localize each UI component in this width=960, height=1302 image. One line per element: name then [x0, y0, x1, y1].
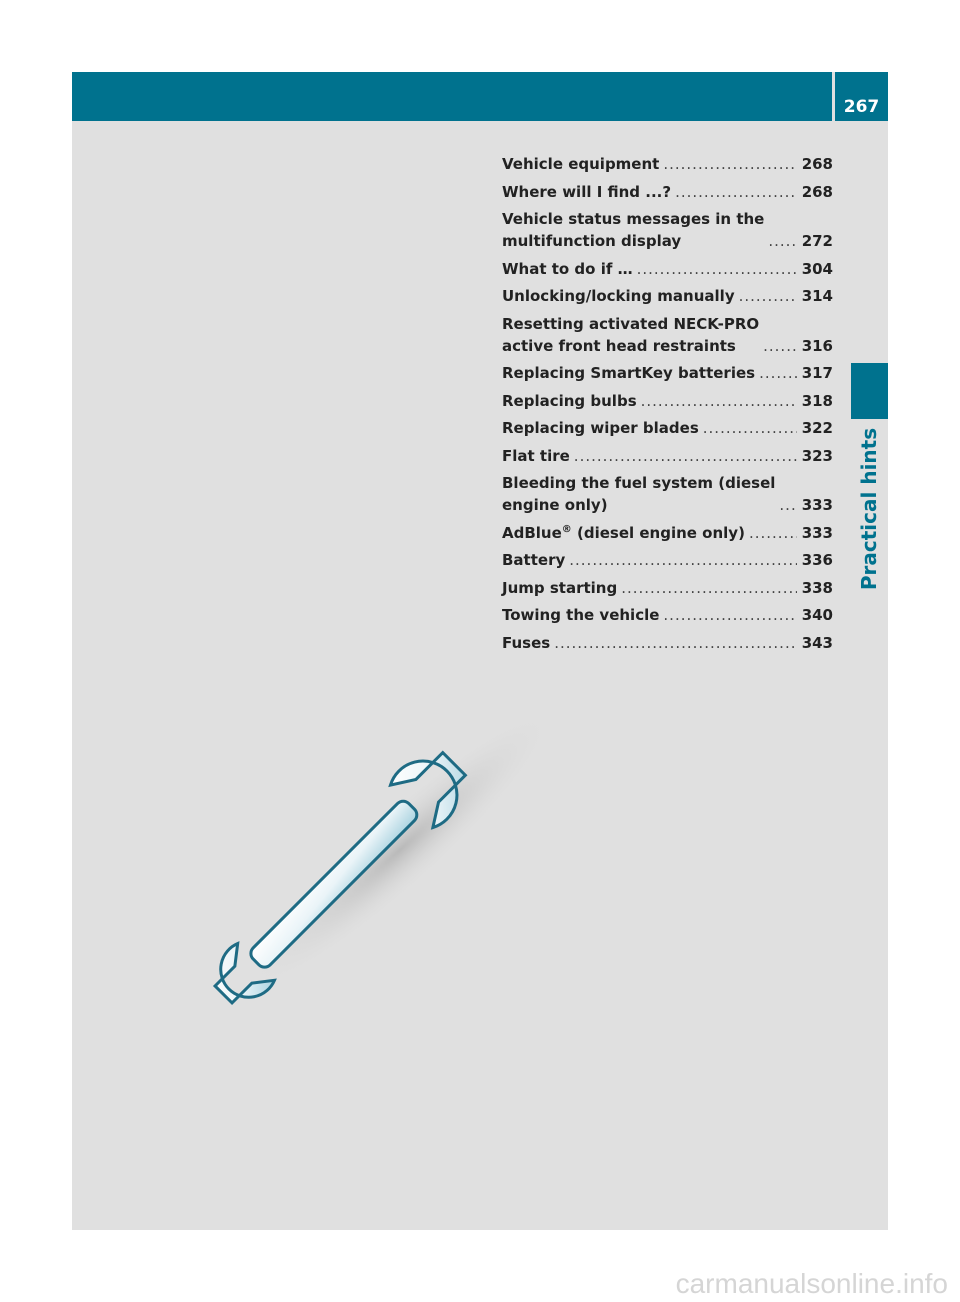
- toc-entry[interactable]: [502, 417, 833, 439]
- toc-entry-title: Resetting activated NECK-PRO active front head restraints: [502, 314, 760, 355]
- registered-mark: ®: [561, 523, 572, 535]
- toc-entry-title: Unlocking/locking manually: [502, 287, 735, 305]
- toc-entry[interactable]: [502, 362, 833, 384]
- toc-entry-title: Replacing bulbs: [502, 391, 637, 410]
- toc-entry-title: Towing the vehicle: [502, 606, 660, 624]
- toc-entry-title: Jump starting: [502, 578, 618, 597]
- toc-entry-page: 336: [801, 551, 833, 569]
- toc-entry-page: 338: [801, 578, 833, 597]
- section-tab-label: Practical hints: [857, 427, 882, 591]
- toc-entry-title: Bleeding the fuel system (diesel engine only): [502, 474, 776, 514]
- toc-entry[interactable]: [502, 577, 833, 599]
- toc-entry-page: 322: [801, 419, 833, 437]
- toc-entry[interactable]: [502, 549, 833, 571]
- toc-entry[interactable]: [502, 285, 833, 307]
- toc-entry[interactable]: [502, 258, 833, 280]
- toc-entry-title: AdBlue® (diesel engine only): [502, 523, 745, 542]
- toc-entry-page: 316: [801, 336, 833, 355]
- toc-entry-page: 343: [801, 633, 833, 652]
- page-number: 267: [843, 97, 880, 117]
- toc-entry[interactable]: [502, 390, 833, 412]
- toc-entry[interactable]: [502, 313, 833, 357]
- toc-entry[interactable]: [502, 181, 833, 203]
- wrench-icon: [160, 700, 540, 1040]
- toc-entry-page: 268: [801, 182, 833, 201]
- toc-entry-title: Where will I find ...?: [502, 182, 672, 201]
- toc-entry-title: Flat tire: [502, 446, 570, 465]
- toc-entry[interactable]: [502, 472, 833, 516]
- toc-entry-page: 333: [801, 496, 833, 514]
- toc-entry-title: Replacing wiper blades: [502, 419, 699, 437]
- toc-entry-page: 318: [801, 391, 833, 410]
- header-band: [72, 72, 832, 121]
- toc-entry[interactable]: [502, 208, 833, 252]
- toc-entry[interactable]: [502, 522, 833, 544]
- toc-entry-page: 314: [801, 287, 833, 305]
- section-tab: [851, 424, 888, 594]
- toc-entry-title: Vehicle status messages in the multifunction display: [502, 210, 765, 250]
- toc-entry-page: 323: [801, 446, 833, 465]
- section-tab-marker: [851, 363, 888, 419]
- toc-entry-page: 317: [801, 364, 833, 382]
- page-number-box: [835, 72, 888, 121]
- toc-entry-title: Replacing SmartKey batteries: [502, 364, 756, 382]
- toc-entry-title: Vehicle equipment: [502, 155, 660, 173]
- toc-entry-page: 333: [801, 523, 833, 542]
- toc-entry[interactable]: [502, 604, 833, 626]
- table-of-contents: [502, 153, 833, 659]
- toc-entry-title: Fuses: [502, 633, 551, 652]
- watermark: carmanualsonline.info: [675, 1268, 948, 1299]
- toc-entry[interactable]: [502, 632, 833, 654]
- toc-entry-title: What to do if …: [502, 259, 633, 278]
- toc-entry-page: 268: [801, 155, 833, 173]
- toc-entry-page: 272: [801, 232, 833, 250]
- toc-entry-page: 304: [801, 259, 833, 278]
- toc-entry-title: Battery: [502, 551, 566, 569]
- toc-entry[interactable]: [502, 445, 833, 467]
- toc-entry[interactable]: [502, 153, 833, 175]
- toc-entry-page: 340: [801, 606, 833, 624]
